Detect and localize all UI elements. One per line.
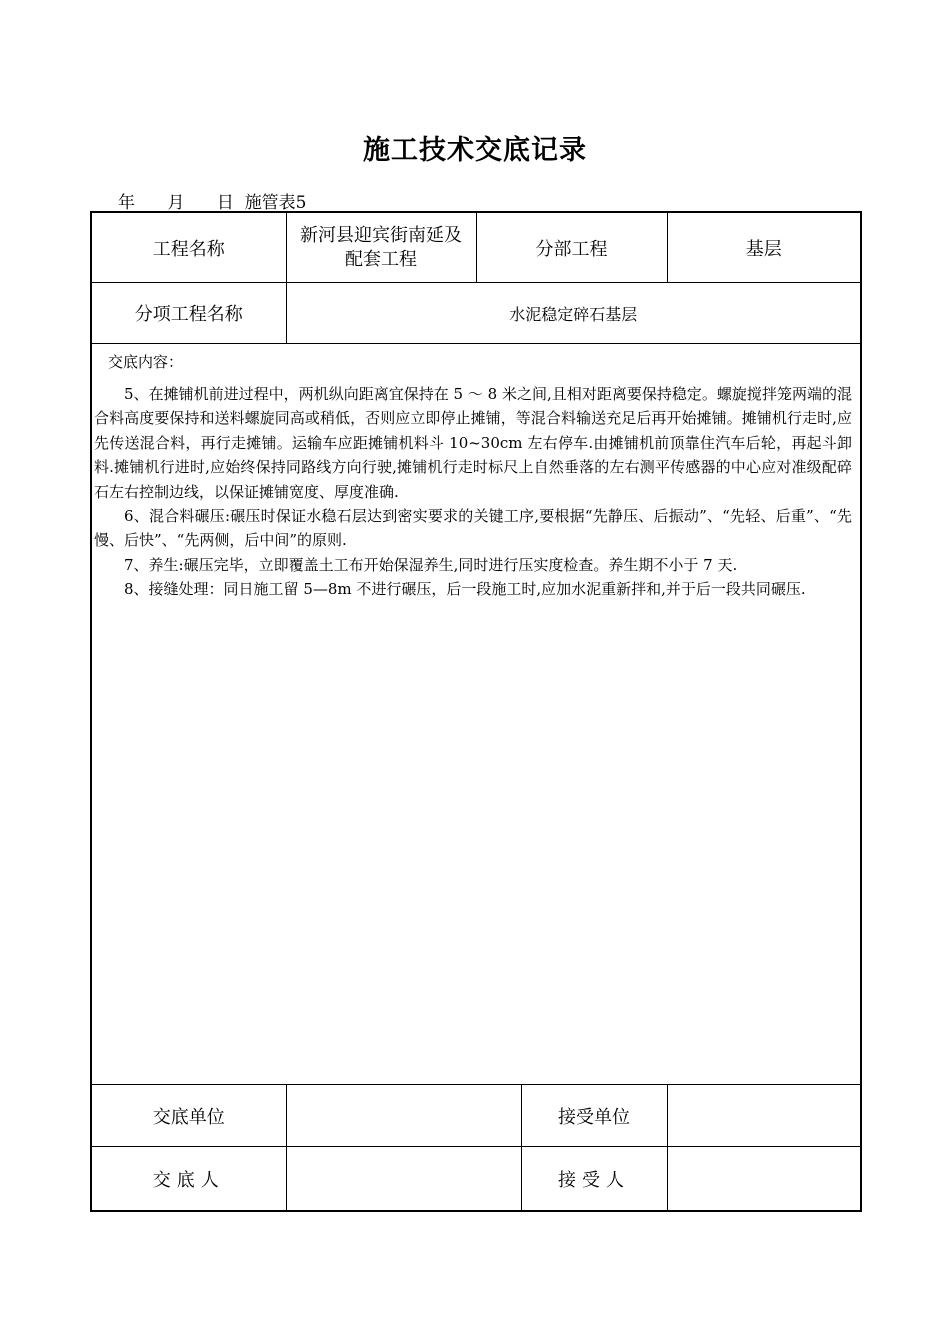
handover-content-cell [91, 344, 861, 1085]
receiver-person-label: 接受人 [521, 1147, 667, 1212]
meta-form-number: 施管表5 [244, 193, 307, 213]
meta-year: 年 [118, 193, 135, 213]
handover-unit-value [286, 1085, 521, 1147]
table-row [91, 283, 861, 344]
table-row [91, 212, 861, 283]
subitem-name-label: 分项工程名称 [91, 283, 286, 344]
handover-record-table [90, 211, 862, 1212]
handover-person-label: 交底人 [91, 1147, 286, 1212]
receiver-unit-label: 接受单位 [521, 1085, 667, 1147]
page-title: 施工技术交底记录 [363, 135, 587, 166]
table-row [91, 344, 861, 1085]
receiver-person-value [667, 1147, 861, 1212]
subitem-name-value: 水泥稳定碎石基层 [286, 283, 861, 344]
division-value: 基层 [667, 212, 861, 283]
project-name-value: 新河县迎宾街南延及配套工程 [286, 212, 476, 283]
meta-month: 月 [167, 193, 185, 213]
receiver-unit-value [667, 1085, 861, 1147]
handover-unit-label: 交底单位 [91, 1085, 286, 1147]
content-paragraph: 8、接缝处理：同日施工留 5—8m 不进行碾压，后一段施工时,应加水泥重新拌和,并于后一段共同碾压. [124, 580, 806, 599]
handover-person-value [286, 1147, 521, 1212]
content-paragraph: 5、在摊铺机前进过程中，两机纵向距离宜保持在 5 ～ 8 米之间,且相对距离要保持稳定。螺旋搅拌笼两端的混合料高度要保持和送料螺旋同高或稍低，否则应立即停止摊铺，等混合料输送充足后再开始摊铺。摊铺机行走时,应先传送混合料，再行走摊铺。运输车应距摊铺机料斗 10~30cm 左右停车.由摊铺机前顶靠住汽车后轮，再起斗卸料.摊铺机行进时,应始终保持同路线方向行驶,摊铺机行走时标尺上自然垂落的左右测平传感器的中心应对准级配碎石左右控制边线，以保证摊铺宽度、厚度准确. [94, 385, 852, 501]
content-paragraph: 6、混合料碾压:碾压时保证水稳石层达到密实要求的关键工序,要根据“先静压、后振动”、“先轻、后重”、“先慢、后快”、“先两侧，后中间”的原则. [94, 507, 852, 550]
form-meta-line [118, 188, 307, 213]
division-label: 分部工程 [476, 212, 667, 283]
project-name-label: 工程名称 [91, 212, 286, 283]
content-paragraph: 7、养生:碾压完毕，立即覆盖土工布开始保湿养生,同时进行压实度检查。养生期不小于 7 天. [124, 555, 738, 574]
content-label: 交底内容： [108, 353, 184, 371]
table-row [91, 1147, 861, 1212]
meta-day: 日 [216, 193, 234, 213]
table-row [91, 1085, 861, 1147]
content-body [92, 372, 860, 602]
